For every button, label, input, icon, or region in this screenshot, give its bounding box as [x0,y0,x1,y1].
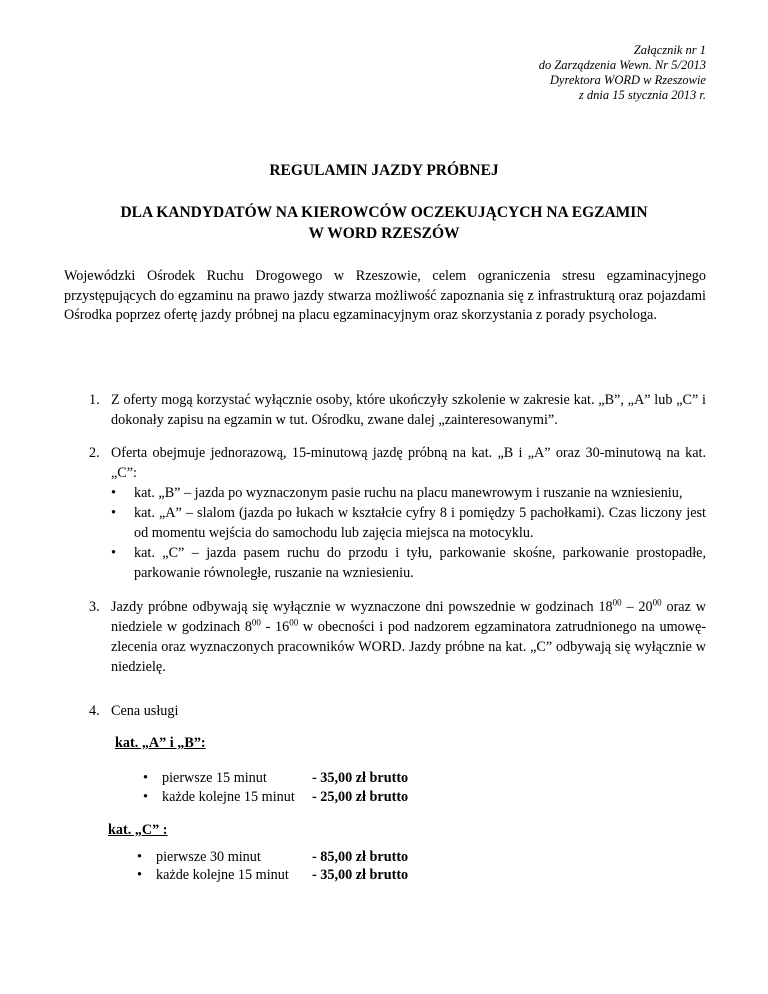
price-label: • każde kolejne 15 minut [156,865,289,885]
price-label: • pierwsze 30 minut [156,847,261,867]
item-text: Cena usługi [111,703,179,719]
price-value: - 25,00 zł brutto [312,789,409,805]
item-text: Jazdy próbne odbywają się wyłącznie w wyznaczone dni powszednie w godzinach $18^{00} - 20^{00}$ oraz w niedziele w godzinach $8^{00} - 16^{00}$ w obecności i pod nadzorem egzaminatora zatrudnionego na umowę-zlecenia oraz wyznaczonych pracowników WORD. Jazdy próbne na kat. „C” odbywają się wyłącznie w niedzielę. [111,597,707,675]
item-number: 1. [89,392,100,408]
annex-note [539,43,706,103]
item-text: Z oferty mogą korzystać wyłącznie osoby, które ukończyły szkolenie w zakresie kat. „B”, „A” lub „C” i dokonały zapisu na egzamin w tut. Ośrodku, zwane dalej „zainteresowanymi”. [111,392,706,428]
intro-paragraph: Wojewódzki Ośrodek Ruchu Drogowego w Rzeszowie, celem ograniczenia stresu egzaminacyjnego przystępujących do egzaminu na prawo jazdy stwarza możliwość zapoznania się z infrastrukturą oraz pojazdami Ośrodka poprzez ofertę jazdy próbnej na placu egzaminacyjnym oraz skorzystania z porady psychologa. [64,268,706,323]
bullet-item: • kat. „B” – jazda po wyznaczonym pasie ruchu na placu manewrowym i ruszanie na wzniesieniu, [111,483,706,503]
item-number: 3. [89,599,100,615]
annex-line: z dnia 15 stycznia 2013 r. [578,88,706,102]
pricing-heading-c: kat. „C” : [108,822,168,838]
item-number: 4. [89,703,100,719]
annex-line: Dyrektora WORD w Rzeszowie [549,73,706,87]
subtitle-line: DLA KANDYDATÓW NA KIEROWCÓW OCZEKUJĄCYCH NA EGZAMIN [120,204,648,221]
item-text: Oferta obejmuje jednorazową, 15-minutową jazdę próbną na kat. „B i „A” oraz 30-minutową na kat. „C”: [111,445,706,481]
annex-line: Załącznik nr 1 [633,43,706,57]
price-label: • pierwsze 15 minut [162,768,267,788]
pricing-heading-ab: kat. „A” i „B”: [115,735,206,751]
item-number: 2. [89,445,100,461]
price-value: - 35,00 zł brutto [312,867,409,883]
subtitle-line: W WORD RZESZÓW [308,225,460,242]
list-item [64,597,706,677]
price-label: • każde kolejne 15 minut [162,787,295,807]
list-item [64,443,706,583]
bullet-item: • kat. „A” – slalom (jazda po łukach w kształcie cyfry 8 i pomiędzy 5 pachołkami). Czas liczony jest od momentu wejścia do samochodu lub zajęcia miejsca na motocyklu. [111,503,706,543]
list-item [64,390,706,430]
annex-line: do Zarządzenia Wewn. Nr 5/2013 [538,58,706,72]
list-item [64,701,706,721]
document-title: REGULAMIN JAZDY PRÓBNEJ [269,162,499,179]
price-value: - 85,00 zł brutto [312,849,409,865]
price-value: - 35,00 zł brutto [312,770,409,786]
bullet-item: • kat. „C” – jazda pasem ruchu do przodu i tyłu, parkowanie skośne, parkowanie prostopadłe, parkowanie równoległe, ruszanie na wzniesieniu. [111,543,706,583]
document-subtitle [0,202,768,244]
